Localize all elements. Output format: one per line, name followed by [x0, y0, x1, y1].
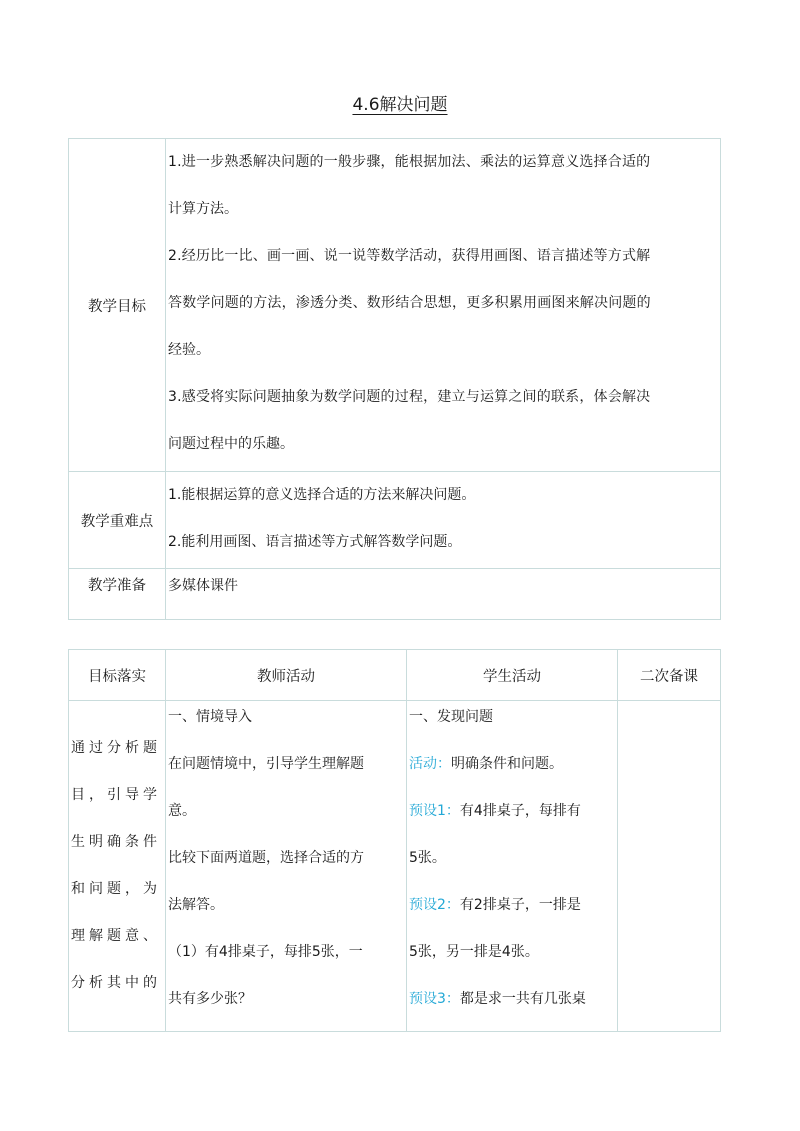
second-prep-cell: [618, 701, 721, 1032]
row-label-preparation: [69, 569, 166, 620]
student-activity: [407, 741, 617, 788]
preparation-line: 多媒体课件: [168, 578, 238, 594]
goal-text-line: 分析其中的: [71, 975, 161, 991]
key-points-content: [166, 472, 721, 569]
student-cell: [407, 701, 618, 1032]
key-point-line: 2.能利用画图、语言描述等方式解答数学问题。: [168, 534, 462, 550]
activity-text: 明确条件和问题。: [451, 756, 563, 772]
header-second-prep: 二次备课: [618, 650, 721, 701]
preparation-content: [166, 569, 721, 620]
goal-text-line: 通过分析题: [71, 740, 161, 756]
page-title: 4.6解决问题: [352, 95, 448, 115]
goal-cell: [69, 701, 166, 1032]
table-row: [69, 139, 721, 472]
preset-tag: 预设2：: [409, 897, 460, 913]
table-row: [69, 701, 721, 1032]
teacher-cell: [166, 701, 407, 1032]
preset-2-cont: 5张，另一排是4张。: [409, 944, 539, 960]
goal-line: 经验。: [168, 342, 210, 358]
teacher-line: 法解答。: [168, 897, 224, 913]
activity-table: [68, 649, 721, 1032]
teacher-line: 在问题情境中，引导学生理解题: [168, 756, 364, 772]
goal-line: 1.进一步熟悉解决问题的一般步骤，能根据加法、乘法的运算意义选择合适的: [168, 154, 651, 170]
teaching-goals-table: [68, 138, 721, 620]
preset-3: [407, 976, 617, 1023]
table-header-row: [69, 650, 721, 701]
student-heading: 一、发现问题: [409, 709, 493, 725]
table-row: [69, 472, 721, 569]
preset-1: [407, 788, 617, 835]
preset-text: 有2排桌子，一排是: [459, 897, 581, 913]
goal-text-line: 和问题，为: [71, 881, 161, 897]
teacher-line: 意。: [168, 803, 196, 819]
teacher-line: 共有多少张？: [168, 991, 252, 1007]
row-label-key-points: 教学重难点: [69, 472, 166, 569]
teacher-line: （1）有4排桌子，每排5张，一: [168, 944, 363, 960]
preset-1-cont: 5张。: [409, 850, 446, 866]
teacher-line: 比较下面两道题，选择合适的方: [168, 850, 364, 866]
goals-content: [166, 139, 721, 472]
goal-line: 计算方法。: [168, 201, 238, 217]
header-teacher: 教师活动: [166, 650, 407, 701]
header-student: 学生活动: [407, 650, 618, 701]
preset-text: 都是求一共有几张桌: [459, 991, 586, 1007]
preset-2: [407, 882, 617, 929]
header-goal: 目标落实: [69, 650, 166, 701]
preset-text: 有4排桌子，每排有: [459, 803, 581, 819]
goal-line: 问题过程中的乐趣。: [168, 436, 294, 452]
goal-line: 2.经历比一比、画一画、说一说等数学活动，获得用画图、语言描述等方式解: [168, 248, 651, 264]
teacher-line: 一、情境导入: [168, 709, 252, 725]
goal-line: 3.感受将实际问题抽象为数学问题的过程，建立与运算之间的联系，体会解决: [168, 389, 651, 405]
preset-tag: 预设3：: [409, 991, 460, 1007]
row-label-preparation-text: 教学准备: [88, 578, 146, 594]
preset-tag: 预设1：: [409, 803, 460, 819]
key-point-line: 1.能根据运算的意义选择合适的方法来解决问题。: [168, 487, 476, 503]
goal-line: 答数学问题的方法，渗透分类、数形结合思想，更多积累用画图来解决问题的: [168, 295, 651, 311]
goal-text-line: 目，引导学: [71, 787, 161, 803]
table-row: [69, 569, 721, 620]
goal-text-line: 生明确条件: [71, 834, 161, 850]
row-label-goals: 教学目标: [69, 139, 166, 472]
activity-tag: 活动：: [409, 756, 451, 772]
goal-text-line: 理解题意、: [71, 928, 161, 944]
